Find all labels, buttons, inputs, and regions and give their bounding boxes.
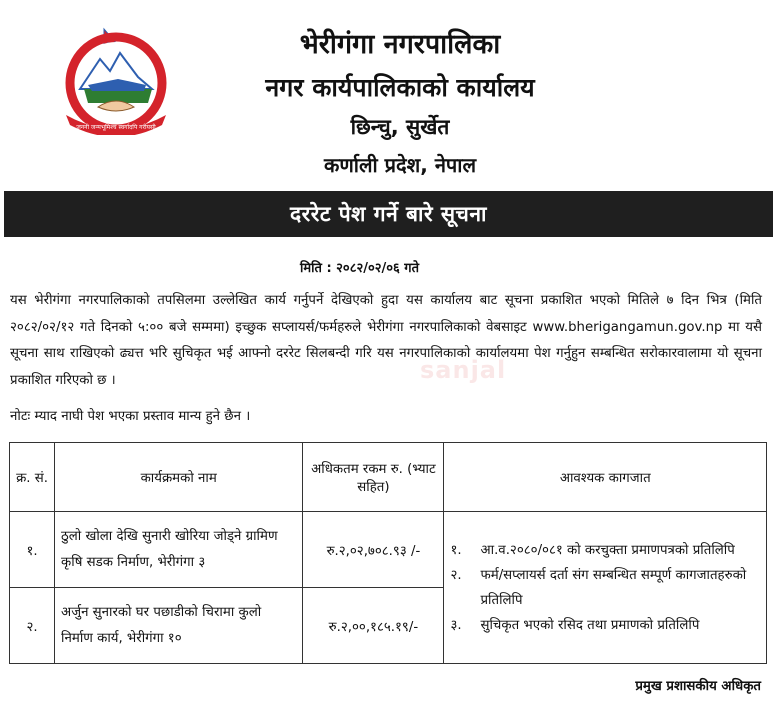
office-name: नगर कार्यपालिकाको कार्यालय <box>265 73 535 102</box>
document-item <box>450 613 760 638</box>
province-country: कर्णाली प्रदेश, नेपाल <box>323 153 477 177</box>
notice-title-banner <box>4 191 773 237</box>
notice-title: दररेट पेश गर्ने बारे सूचना <box>290 202 487 226</box>
table-row <box>10 512 767 588</box>
signatory-title: प्रमुख प्रशासकीय अधिकृत <box>635 679 761 694</box>
document-number: १. <box>450 542 462 558</box>
document-number: २. <box>450 567 462 583</box>
row-sn: २. <box>10 588 55 664</box>
document-item <box>450 538 760 563</box>
document-text: सुचिकृत भएको रसिद तथा प्रमाणको प्रतिलिपि <box>480 617 700 633</box>
header-max-amount: अधिकतम रकम रु. (भ्याट सहित) <box>303 443 444 512</box>
header-required-documents: आवश्यक कागजात <box>444 443 767 512</box>
row-sn: १. <box>10 512 55 588</box>
program-table <box>9 442 767 664</box>
document-item <box>450 563 760 613</box>
row-amount: रु.२,०२,७०८.९३ /- <box>303 512 444 588</box>
office-location: छिन्चु, सुर्खेत <box>350 115 450 139</box>
watermark: sanjal <box>420 356 507 384</box>
emblem-ribbon-text: जननी जन्मभूमिश्च स्वर्गादपि गरीयसी <box>76 124 156 131</box>
row-program-name: ठुलो खोला देखि सुनारी खोरिया जोड्ने ग्रामिण कृषि सडक निर्माण, भेरीगंगा ३ <box>55 512 303 588</box>
municipality-name: भेरीगंगा नगरपालिका <box>299 29 501 60</box>
table-header-row <box>10 443 767 512</box>
document-number: ३. <box>450 617 462 633</box>
notice-body: यस भेरीगंगा नगरपालिकाको तपसिलमा उल्लेखित कार्य गर्नुपर्ने देखिएको हुदा यस कार्यालय बाट सूचना प्रकाशित भएको मितिले ७ दिन भित्र (मिति २०८२/०२/१२ गते दिनको ५:०० बजे सम्ममा) इच्छुक सप्लायर्स/फर्महरुले भेरीगंगा नगरपालिकाको वेबसाइट www.bherigangamun.gov.np मा यसै सूचना साथ राखिएको ढ्यत्त भरि सुचिकृत भई आफ्नो दररेट सिलबन्दी गरि यस नगरपालिकाको कार्यालयमा पेश गर्नुहुन सम्बन्धित सरोकारवालामा यो सूचना प्रकाशित गरिएको छ । <box>10 293 762 388</box>
document-text: आ.व.२०८०/०८१ को करचुक्ता प्रमाणपत्रको प्रतिलिपि <box>480 542 735 558</box>
row-program-name: अर्जुन सुनारको घर पछाडीको चिरामा कुलो निर्माण कार्य, भेरीगंगा १० <box>55 588 303 664</box>
header-sn: क्र. सं. <box>10 443 55 512</box>
header-program-name: कार्यक्रमको नाम <box>55 443 303 512</box>
notice-note: नोटः म्याद नाघी पेश भएका प्रस्ताव मान्य हुने छैन । <box>10 409 251 424</box>
notice-date: मिति : २०८२/०२/०६ गते <box>300 261 419 276</box>
document-text: फर्म/सप्लायर्स दर्ता संग सम्बन्धित सम्पूर्ण कागजातहरुको प्रतिलिपि <box>480 567 747 608</box>
letterhead <box>0 0 777 190</box>
required-documents-cell <box>444 512 767 664</box>
row-amount: रु.२,००,१८५.१९/- <box>303 588 444 664</box>
nepal-emblem-icon <box>58 25 174 135</box>
